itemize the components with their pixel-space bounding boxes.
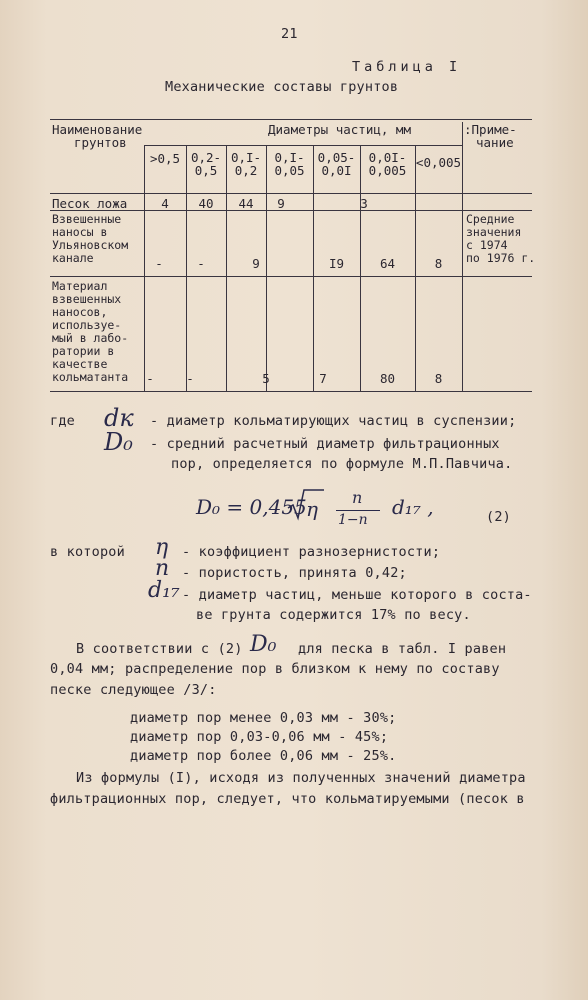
table-cell: 44 <box>238 196 254 211</box>
table-cell: 9 <box>252 256 260 271</box>
table-title: Механические составы грунтов <box>165 79 399 95</box>
table-cell: 64 <box>379 256 396 271</box>
size-head: >0,5 <box>149 151 181 166</box>
dk-definition: - диаметр кольматирующих частиц в суспензии; <box>150 413 517 429</box>
row-name: наносов, <box>52 305 108 319</box>
size-head: 0,2- <box>190 150 222 165</box>
row-name: Ульяновском <box>52 238 129 252</box>
row-note: по 1976 г. <box>466 251 536 265</box>
paragraph-2-line1: Из формулы (I), исходя из полученных значений диаметра <box>76 770 526 786</box>
table-cell: - <box>197 256 205 271</box>
list-item: диаметр пор более 0,06 мм - 25%. <box>130 748 397 764</box>
formula-denominator: 1−n <box>338 512 368 528</box>
formula-number: (2) <box>486 509 511 525</box>
formula-numerator: n <box>352 488 363 507</box>
size-head: 0,05- <box>317 150 356 165</box>
size-head: 0,0I- <box>368 150 407 165</box>
row-name: канале <box>52 251 94 265</box>
where-word: где <box>50 413 75 429</box>
header-note-1: :Приме- <box>464 122 517 137</box>
table-cell: 8 <box>434 371 443 386</box>
page-number: 21 <box>281 26 298 42</box>
paragraph-1-line3: песке следующее /3/: <box>50 682 217 698</box>
row-name: наносы в <box>52 225 108 239</box>
size-head: <0,005 <box>415 155 462 170</box>
row-name: используе- <box>52 318 122 332</box>
size-head: 0,05 <box>274 163 305 178</box>
legend-intro: в которой <box>50 544 125 560</box>
header-bottom-rule <box>50 193 532 194</box>
do-definition: - средний расчетный диаметр фильтрационных <box>150 436 500 452</box>
row-name: Взвешенные <box>52 212 122 226</box>
header-note-2: чание <box>476 135 514 150</box>
table-cell: 9 <box>277 196 285 211</box>
row-name: ратории в <box>52 344 115 358</box>
d17-definition: - диаметр частиц, меньше которого в соста- <box>182 587 532 603</box>
col-sep <box>226 145 227 391</box>
table-cell: - <box>186 371 194 386</box>
table-cell: - <box>155 256 163 271</box>
table-cell: 7 <box>319 371 327 386</box>
table-cell: 80 <box>379 371 396 386</box>
formula-eta: η <box>306 497 318 521</box>
paragraph-1-b: для песка в табл. I равен <box>298 641 507 657</box>
do-definition-2: пор, определяется по формуле М.П.Павчича. <box>171 456 513 472</box>
row2-bottom-rule <box>50 276 532 277</box>
paragraph-1-line2: 0,04 мм; распределение пор в близком к нему по составу <box>50 661 500 677</box>
col-sep <box>462 122 463 391</box>
eta-symbol: η <box>155 535 169 560</box>
table-bottom-rule <box>50 391 532 392</box>
paragraph-2-line2: фильтрационных пор, следует, что кольматируемыми (песок в <box>50 791 525 807</box>
n-definition: - пористость, принята 0,42; <box>182 565 407 581</box>
fraction-bar <box>336 510 380 511</box>
eta-definition: - коэффициент разнозернистости; <box>182 544 441 560</box>
table-cell: 4 <box>161 196 169 211</box>
row-name: качестве <box>52 357 108 371</box>
n-symbol: n <box>155 556 170 581</box>
d17-symbol: d₁₇ <box>148 578 180 603</box>
do-symbol: D₀ <box>104 428 133 456</box>
row-note: Средние <box>466 212 515 226</box>
table-label: Таблица I <box>352 59 462 75</box>
table-top-rule <box>50 119 532 120</box>
row-note: с 1974 <box>466 238 508 252</box>
header-name-1: Наименование <box>52 122 143 137</box>
row-name: Материал <box>52 279 108 293</box>
size-head: 0,I- <box>230 150 262 165</box>
row-name: взвешенных <box>52 292 122 306</box>
table-cell: 3 <box>360 196 368 211</box>
paragraph-1-symbol: D₀ <box>250 632 277 657</box>
table-cell: 40 <box>198 196 214 211</box>
d17-definition-2: ве грунта содержится 17% по весу. <box>196 607 471 623</box>
row-name: кольматанта <box>52 370 129 384</box>
table-cell: - <box>146 371 154 386</box>
size-head: 0,2 <box>234 163 258 178</box>
table-cell: I9 <box>328 256 345 271</box>
size-head: 0,005 <box>368 163 407 178</box>
list-item: диаметр пор менее 0,03 мм - 30%; <box>130 710 397 726</box>
list-item: диаметр пор 0,03-0,06 мм - 45%; <box>130 729 389 745</box>
size-head: 0,I- <box>274 150 305 165</box>
table-cell: 8 <box>434 256 443 271</box>
row-name: Песок ложа <box>52 196 128 211</box>
row-note: значения <box>466 225 522 239</box>
formula-lhs: D₀ = 0,455 <box>196 495 307 519</box>
dk-symbol: dк <box>104 404 134 432</box>
row-name: мый в лабо- <box>52 331 129 345</box>
size-head: 0,0I <box>321 163 352 178</box>
formula-d17: d₁₇ , <box>392 495 434 519</box>
table-cell: 5 <box>262 371 270 386</box>
size-head: 0,5 <box>194 163 218 178</box>
header-name-2: грунтов <box>74 135 127 150</box>
header-diameters: Диаметры частиц, мм <box>268 122 411 137</box>
paragraph-1-a: В соответствии с (2) <box>76 641 243 657</box>
